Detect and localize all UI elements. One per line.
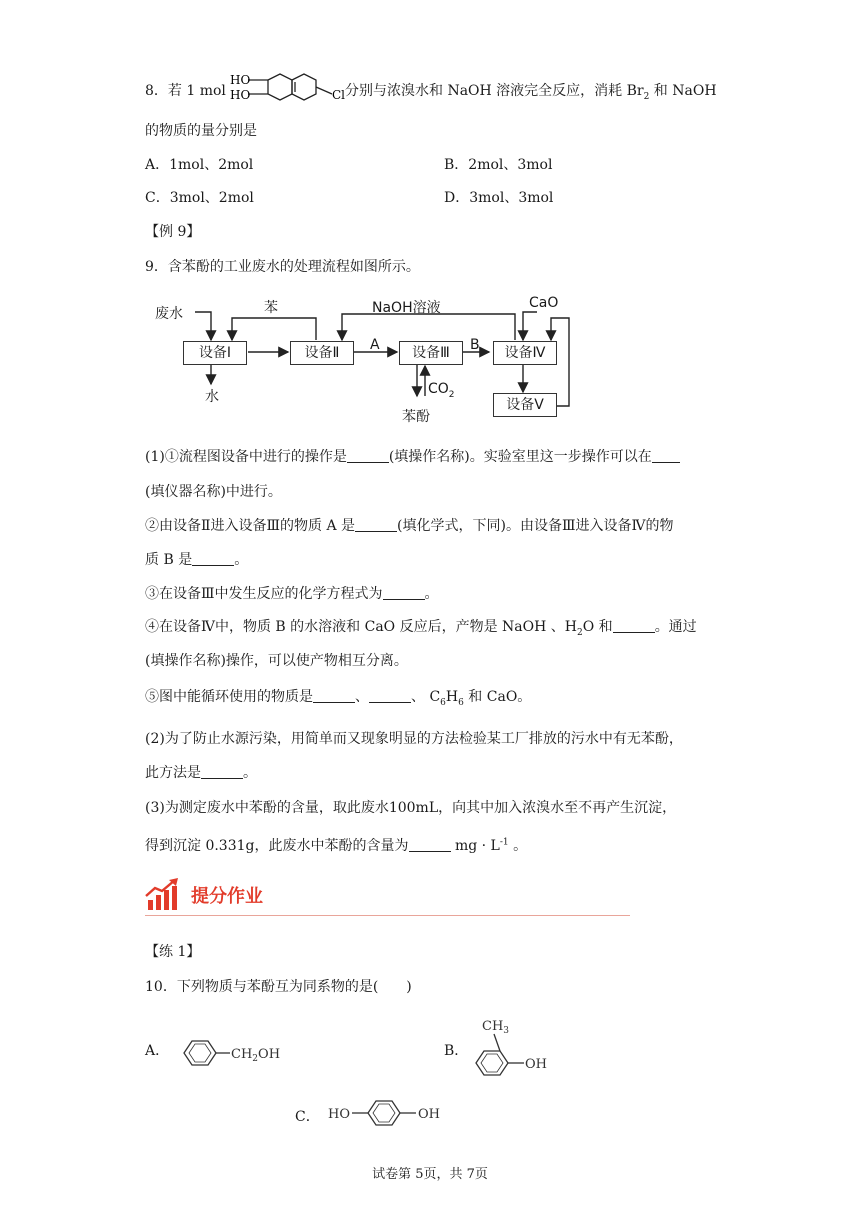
q9-part3-cont: 得到沉淀 0.331g，此废水中苯酚的含量为 mg · $L^{-1}$ 。 (145, 837, 528, 854)
page-footer: 试卷第 5页，共 7页 (372, 1167, 488, 1182)
q10-option-c-structure (328, 1096, 458, 1130)
q8-prefix: 8．若 1 mol (145, 83, 226, 99)
answer-blank[interactable] (369, 688, 411, 703)
q8-option-c[interactable]: C．3mol、2mol (145, 190, 254, 206)
answer-blank[interactable] (355, 517, 397, 532)
practice-1-label: 【练 1】 (145, 944, 201, 960)
device-4-box: 设备Ⅳ (493, 341, 557, 365)
svg-text:HO: HO (328, 1107, 350, 1122)
q9-part1d: ④在设备Ⅳ中，物质 B 的水溶液和 CaO 反应后，产物是 NaOH 、$H_2O$ 和 。通过 (145, 619, 697, 638)
answer-blank[interactable] (652, 448, 680, 463)
section-title: 提分作业 (191, 886, 263, 907)
diagram-label-b: B (470, 337, 480, 353)
q10-option-b-structure (470, 1012, 570, 1084)
diagram-label-a: A (370, 337, 380, 353)
q10-option-a-label[interactable]: A． (145, 1043, 170, 1059)
answer-blank[interactable] (201, 764, 243, 779)
q10-stem: 10．下列物质与苯酚互为同系物的是( ) (145, 979, 412, 995)
q10-option-b-label[interactable]: B． (444, 1043, 469, 1059)
diagram-label-co2: $CO_2$ (428, 381, 455, 400)
q9-part2-cont: 此方法是 。 (145, 765, 257, 781)
q9-part2: (2)为了防止水源污染，用简单而又现象明显的方法检验某工厂排放的污水中有无苯酚， (145, 731, 683, 747)
q9-part3: (3)为测定废水中苯酚的含量，取此废水100mL，向其中加入浓溴水至不再产生沉淀， (145, 800, 677, 816)
q9-part1a: (1)①流程图设备中进行的操作是 (填操作名称)。实验室里这一步操作可以在 (145, 446, 680, 466)
q8-option-d[interactable]: D．3mol、3mol (444, 190, 554, 206)
device-1-box: 设备Ⅰ (183, 341, 247, 365)
chart-growth-icon (145, 878, 181, 912)
diagram-label-phenol: 苯酚 (402, 409, 430, 425)
q8-option-a[interactable]: A．1mol、2mol (145, 157, 254, 173)
svg-text:CH2OH: $CH_2OH$ (231, 1047, 281, 1064)
answer-blank[interactable] (347, 448, 389, 463)
diagram-label-water: 水 (205, 389, 219, 405)
answer-blank[interactable] (409, 837, 451, 852)
device-2-box: 设备Ⅱ (290, 341, 354, 365)
q10-option-c-label[interactable]: C． (295, 1109, 320, 1125)
svg-text:OH: OH (418, 1107, 440, 1122)
device-3-box: 设备Ⅲ (399, 341, 463, 365)
diagram-label-waste-water: 废水 (155, 306, 183, 322)
q8-line2: 的物质的量分别是 (145, 123, 257, 139)
q9-stem: 9．含苯酚的工业废水的处理流程如图所示。 (145, 259, 420, 275)
q9-part1a-cont: (填仪器名称)中进行。 (145, 484, 282, 500)
q9-part1b: ②由设备Ⅱ进入设备Ⅲ的物质 A 是 (填化学式，下同)。由设备Ⅲ进入设备Ⅳ的物 (145, 518, 674, 534)
diagram-label-cao: CaO (529, 295, 559, 311)
diagram-label-naoh: NaOH溶液 (372, 300, 441, 316)
q8-option-b[interactable]: B．2mol、3mol (444, 157, 553, 173)
q8-mol-ho1: HO (230, 73, 251, 87)
device-5-box: 设备Ⅴ (493, 393, 557, 417)
svg-text:OH: OH (525, 1057, 547, 1072)
q8-line1-suffix: 分别与浓溴水和 NaOH 溶液完全反应，消耗 $Br_2$ 和 NaOH (345, 83, 717, 102)
q8-line1 (145, 80, 226, 100)
q8-molecule-structure (228, 68, 346, 110)
answer-blank[interactable] (313, 688, 355, 703)
q10-option-a-structure (178, 1036, 298, 1070)
answer-blank[interactable] (613, 618, 655, 633)
q9-part1c: ③在设备Ⅲ中发生反应的化学方程式为 。 (145, 586, 439, 602)
section-divider (145, 915, 630, 916)
answer-blank[interactable] (383, 585, 425, 600)
q9-part1b-cont: 质 B 是 。 (145, 552, 249, 568)
diagram-label-benzene: 苯 (264, 300, 278, 316)
svg-text:CH3: $CH_3$ (482, 1019, 510, 1036)
example-9-label: 【例 9】 (145, 224, 201, 240)
q9-part1d-cont: (填操作名称)操作，可以使产物相互分离。 (145, 653, 408, 669)
q9-part1e: ⑤图中能循环使用的物质是 、 、 $C_6H_6$ 和 CaO。 (145, 689, 532, 708)
q8-mol-cl: Cl (332, 88, 346, 102)
answer-blank[interactable] (192, 551, 234, 566)
q8-mol-ho2: HO (230, 88, 251, 102)
